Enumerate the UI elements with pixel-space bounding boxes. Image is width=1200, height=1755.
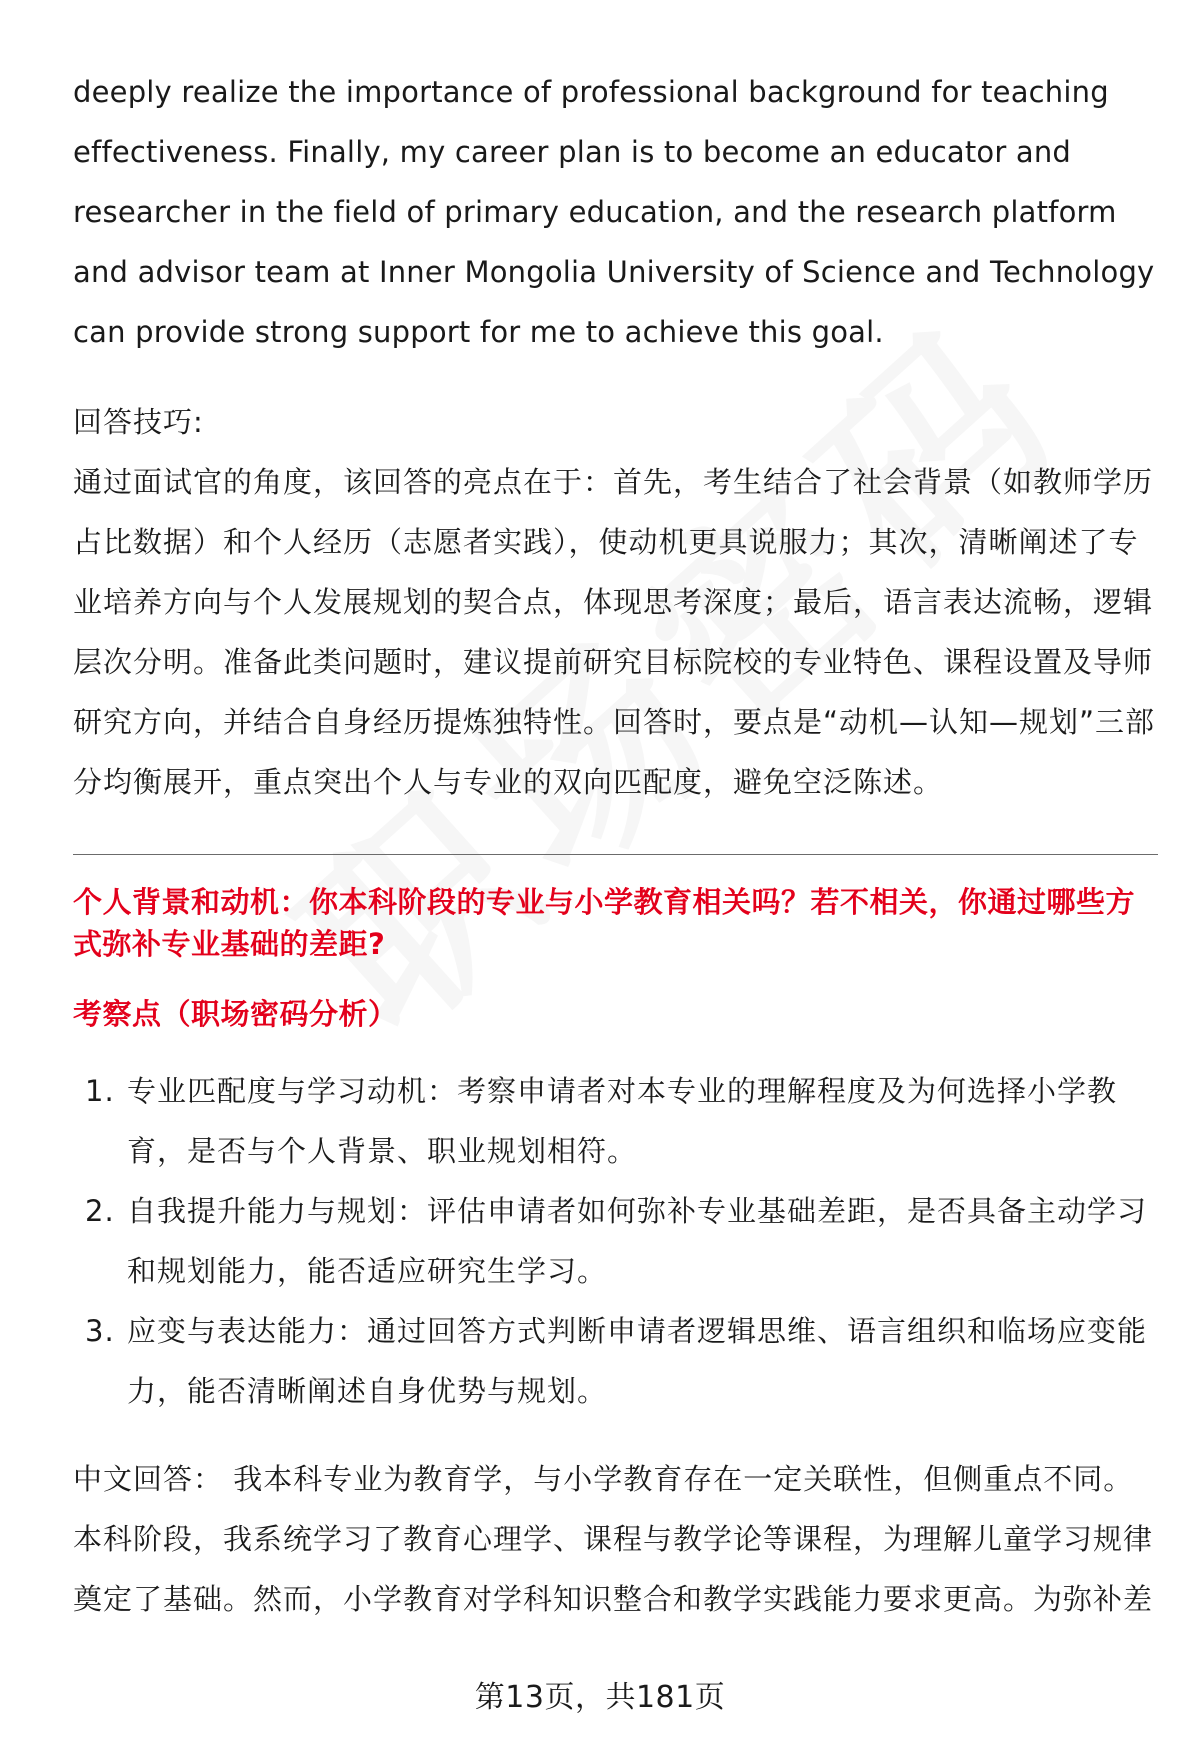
list-item-text: 应变与表达能力：通过回答方式判断申请者逻辑思维、语言组织和临场应变能力，能否清晰阐述自身优势与规划。 <box>127 1314 1148 1408</box>
list-item-number: 2. <box>85 1194 115 1228</box>
tips-label: 回答技巧: <box>73 405 204 439</box>
list-item <box>73 1301 1158 1421</box>
document-page <box>73 62 1158 1629</box>
list-item-text: 自我提升能力与规划：评估申请者如何弥补专业基础差距，是否具备主动学习和规划能力，能否适应研究生学习。 <box>127 1194 1148 1288</box>
chinese-answer: 中文回答： 我本科专业为教育学，与小学教育存在一定关联性，但侧重点不同。本科阶段，我系统学习了教育心理学、课程与教学论等课程，为理解儿童学习规律奠定了基础。然而，小学教育对学科知识整合和教学实践能力要求更高。为弥补差 <box>73 1462 1154 1616</box>
intro-paragraph: deeply realize the importance of professional background for teaching effectiveness. Finally, my career plan is to become an educator and researcher in the field of primary education, and the research platform and advisor team at Inner Mongolia University of Science and Technology can provide strong support for me to achieve this goal. <box>73 75 1155 349</box>
evaluation-points-list <box>73 1061 1158 1421</box>
tips-body: 通过面试官的角度，该回答的亮点在于：首先，考生结合了社会背景（如教师学历占比数据）和个人经历（志愿者实践），使动机更具说服力；其次，清晰阐述了专业培养方向与个人发展规划的契合点，体现思考深度；最后，语言表达流畅，逻辑层次分明。准备此类问题时，建议提前研究目标院校的专业特色、课程设置及导师研究方向，并结合自身经历提炼独特性。回答时，要点是“动机—认知—规划”三部分均衡展开，重点突出个人与专业的双向匹配度，避免空泛陈述。 <box>73 465 1156 799</box>
section-divider <box>73 854 1158 855</box>
list-item <box>73 1061 1158 1181</box>
list-item-number: 1. <box>85 1074 115 1108</box>
question-subtitle: 考察点（职场密码分析） <box>73 997 398 1031</box>
list-item-text: 专业匹配度与学习动机：考察申请者对本专业的理解程度及为何选择小学教育，是否与个人背景、职业规划相符。 <box>127 1074 1118 1168</box>
question-title: 个人背景和动机：你本科阶段的专业与小学教育相关吗？若不相关，你通过哪些方式弥补专业基础的差距? <box>73 885 1136 961</box>
list-item <box>73 1181 1158 1301</box>
page-number-footer: 第13页，共181页 <box>474 1680 726 1715</box>
list-item-number: 3. <box>85 1314 115 1348</box>
